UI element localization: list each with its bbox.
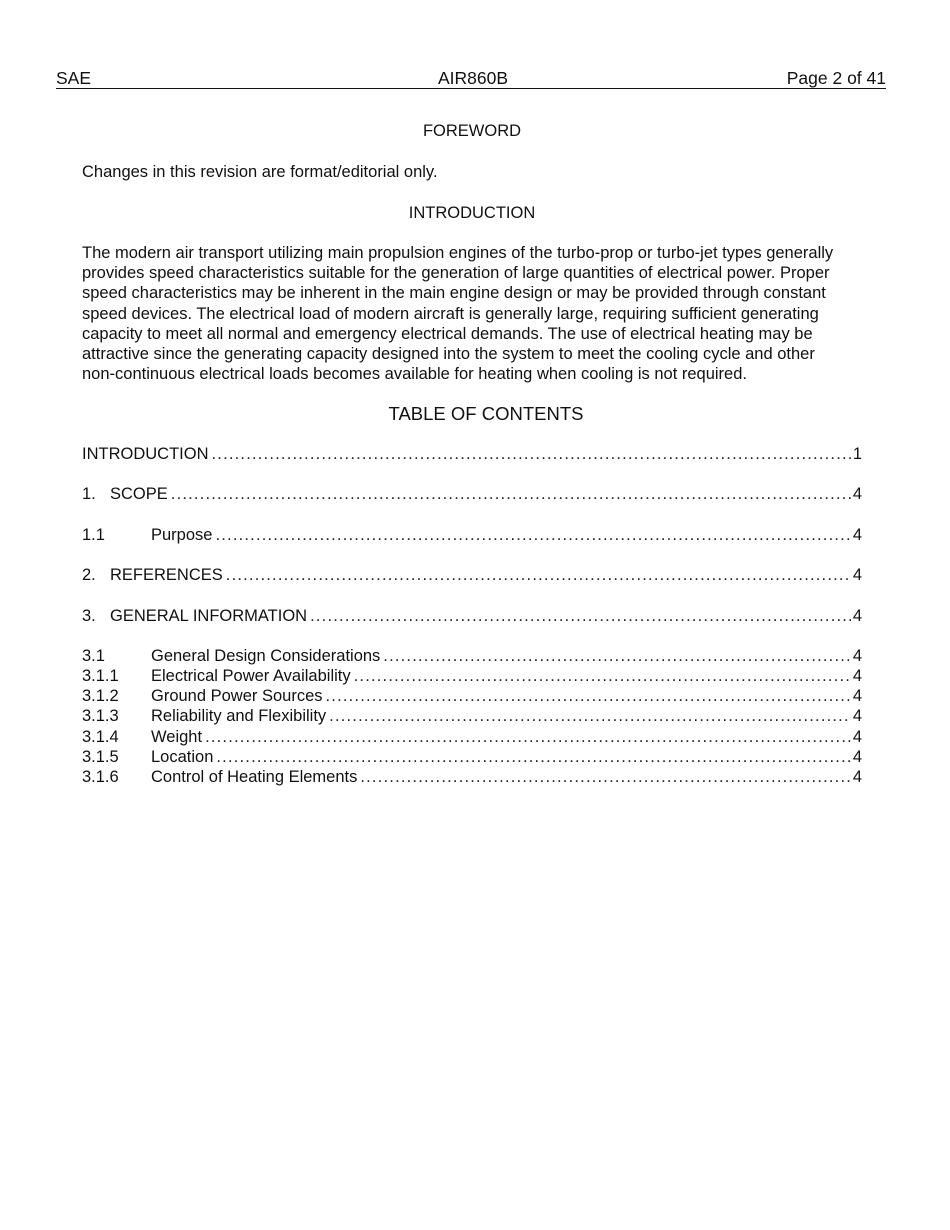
toc-entry-number: 1. — [82, 485, 96, 503]
toc-leader-dots — [383, 646, 851, 666]
toc-entry-number: 2. — [82, 566, 96, 584]
foreword-heading: FOREWORD — [422, 122, 522, 140]
toc-leader-dots — [354, 666, 851, 686]
toc-entry-page: 1 — [852, 445, 862, 463]
toc-entry-title: Control of Heating Elements — [151, 768, 358, 786]
introduction-paragraph — [82, 243, 872, 384]
toc-leader-dots — [205, 727, 851, 747]
toc-entry-number: 3.1 — [82, 647, 105, 665]
toc-entry-page: 4 — [852, 607, 862, 625]
toc-entry-title: Weight — [151, 728, 203, 746]
introduction-line: speed characteristics may be inherent in the main engine design or may be provided through constant — [82, 284, 826, 303]
toc-entry-purpose[interactable] — [82, 525, 862, 545]
toc-entry-title: Ground Power Sources — [151, 687, 323, 705]
toc-entry-title: Location — [151, 748, 214, 766]
introduction-line: capacity to meet all normal and emergency electrical demands. The use of electrical heating may be — [82, 324, 813, 343]
introduction-heading: INTRODUCTION — [408, 204, 536, 222]
toc-entry-number: 3. — [82, 607, 96, 625]
toc-entry-introduction[interactable] — [82, 444, 862, 464]
toc-leader-dots — [360, 767, 850, 787]
toc-entry-title: SCOPE — [110, 485, 168, 503]
toc-entry-weight[interactable] — [82, 727, 862, 747]
toc-leader-dots — [326, 686, 851, 706]
toc-leader-dots — [215, 525, 850, 545]
toc-entry-references[interactable] — [82, 565, 862, 585]
toc-leader-dots — [329, 706, 851, 726]
toc-entry-page: 4 — [852, 707, 862, 725]
toc-leader-dots — [212, 444, 851, 464]
toc-entry-title: GENERAL INFORMATION — [110, 607, 308, 625]
toc-leader-dots — [226, 565, 851, 585]
toc-entry-general-design-considerations[interactable] — [82, 646, 862, 666]
toc-entry-page: 4 — [852, 728, 862, 746]
toc-entry-number: 1.1 — [82, 526, 105, 544]
toc-entry-title: Reliability and Flexibility — [151, 707, 327, 725]
toc-entry-control-of-heating-elements[interactable] — [82, 767, 862, 787]
toc-entry-title: INTRODUCTION — [82, 445, 209, 463]
toc-entry-page: 4 — [852, 687, 862, 705]
introduction-line: The modern air transport utilizing main propulsion engines of the turbo-prop or turbo-jet types generally — [82, 244, 834, 262]
toc-entry-page: 4 — [852, 768, 862, 786]
foreword-text: Changes in this revision are format/editorial only. — [82, 163, 438, 181]
page-header — [56, 68, 886, 89]
toc-leader-dots — [171, 484, 851, 504]
header-doc-number: AIR860B — [438, 68, 509, 88]
toc-entry-number: 3.1.4 — [82, 728, 119, 746]
toc-entry-general-information[interactable] — [82, 606, 862, 626]
toc-leader-dots — [310, 606, 851, 626]
toc-entry-number: 3.1.5 — [82, 748, 119, 766]
header-page-number: Page 2 of 41 — [786, 68, 886, 88]
introduction-line: non-continuous electrical loads becomes available for heating when cooling is not required. — [82, 365, 747, 384]
toc-entry-number: 3.1.6 — [82, 768, 119, 786]
toc-entry-page: 4 — [852, 667, 862, 685]
toc-entry-title: General Design Considerations — [151, 647, 381, 665]
toc-entry-page: 4 — [852, 566, 862, 584]
toc-entry-title: Purpose — [151, 526, 213, 544]
toc-entry-page: 4 — [852, 485, 862, 503]
toc-entry-page: 4 — [852, 526, 862, 544]
toc-entry-title: REFERENCES — [110, 566, 223, 584]
toc-entry-number: 3.1.1 — [82, 667, 119, 685]
toc-entry-electrical-power-availability[interactable] — [82, 666, 862, 686]
toc-entry-ground-power-sources[interactable] — [82, 686, 862, 706]
introduction-line: attractive since the generating capacity designed into the system to meet the cooling cycle and other — [82, 344, 815, 363]
header-org: SAE — [56, 68, 92, 88]
toc-entry-reliability-and-flexibility[interactable] — [82, 706, 862, 726]
toc-entry-scope[interactable] — [82, 484, 862, 504]
toc-title: TABLE OF CONTENTS — [388, 403, 584, 424]
introduction-line: speed devices. The electrical load of modern aircraft is generally large, requiring sufficient generating — [82, 304, 819, 323]
toc-entry-title: Electrical Power Availability — [151, 667, 351, 685]
toc-leader-dots — [216, 747, 850, 767]
toc-entry-location[interactable] — [82, 747, 862, 767]
toc-entry-number: 3.1.2 — [82, 687, 119, 705]
toc-entry-page: 4 — [852, 647, 862, 665]
toc-entry-number: 3.1.3 — [82, 707, 119, 725]
toc-entry-page: 4 — [852, 748, 862, 766]
introduction-line: provides speed characteristics suitable for the generation of large quantities of electrical power. Proper — [82, 264, 830, 283]
